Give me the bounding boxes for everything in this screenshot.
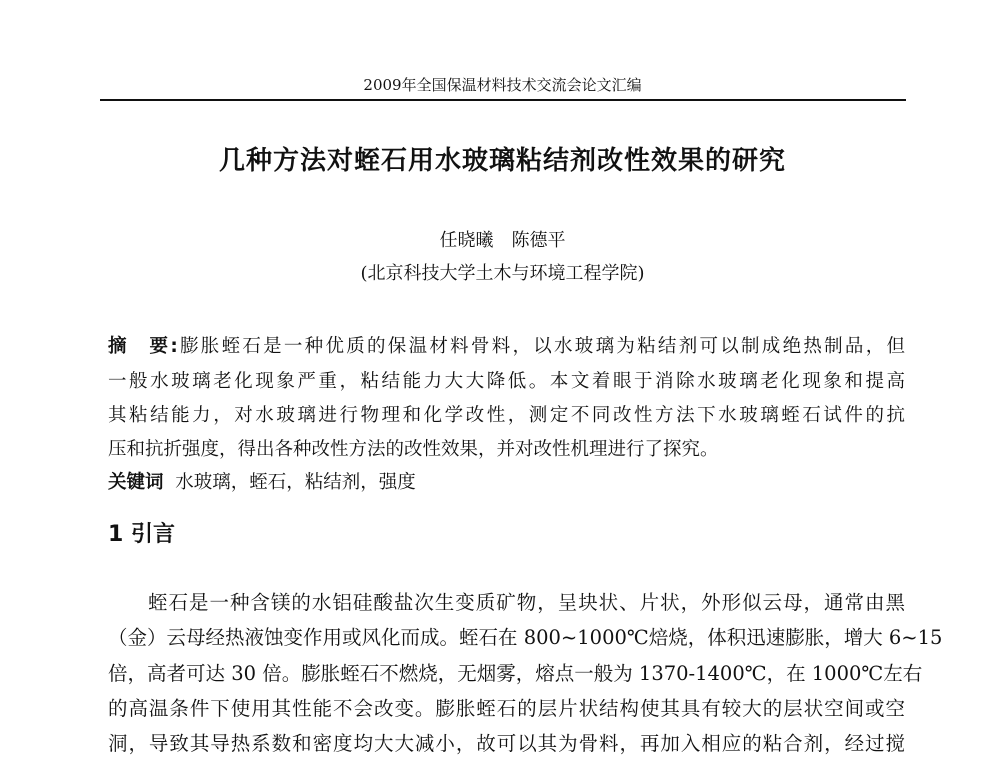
abstract-line: 压和抗折强度，得出各种改性方法的改性效果，并对改性机理进行了探究。 bbox=[108, 439, 719, 460]
section-heading: 1 引言 bbox=[108, 522, 175, 547]
body-line: 的高温条件下使用其性能不会改变。膨胀蛭石的层片状结构使其具有较大的层状空间或空 bbox=[108, 697, 905, 720]
body-line: （金）云母经热液蚀变作用或风化而成。蛭石在 800~1000℃焙烧，体积迅速膨胀，增大 6~15 bbox=[108, 626, 943, 649]
abstract-label: 摘 要: bbox=[108, 336, 178, 357]
body-line: 蛭石是一种含镁的水铝硅酸盐次生变质矿物，呈块状、片状，外形似云母，通常由黑 bbox=[148, 591, 905, 614]
keywords-label: 关键词 bbox=[108, 472, 164, 493]
abstract-line bbox=[108, 332, 905, 358]
abstract-text: 膨胀蛭石是一种优质的保温材料骨料，以水玻璃为粘结剂可以制成绝热制品，但 bbox=[177, 336, 905, 357]
keywords-text: 水玻璃，蛭石，粘结剂，强度 bbox=[175, 472, 416, 493]
header-rule bbox=[100, 99, 906, 101]
paper-title: 几种方法对蛭石用水玻璃粘结剂改性效果的研究 bbox=[218, 146, 786, 176]
abstract-line: 一般水玻璃老化现象严重，粘结能力大大降低。本文着眼于消除水玻璃老化现象和提高 bbox=[108, 371, 905, 392]
keywords-line bbox=[108, 468, 905, 494]
running-head: 2009年全国保温材料技术交流会论文汇编 bbox=[363, 76, 642, 94]
affiliation: (北京科技大学土木与环境工程学院) bbox=[360, 263, 645, 284]
body-line: 洞，导致其导热系数和密度均大大减小，故可以其为骨料，再加入相应的粘合剂，经过搅 bbox=[108, 732, 905, 755]
authors: 任晓曦 陈德平 bbox=[439, 230, 566, 251]
abstract-line: 其粘结能力，对水玻璃进行物理和化学改性，测定不同改性方法下水玻璃蛭石试件的抗 bbox=[108, 405, 905, 426]
body-line: 倍，高者可达 30 倍。膨胀蛭石不燃烧，无烟雾，熔点一般为 1370-1400℃，在 1000℃左右 bbox=[108, 662, 923, 685]
